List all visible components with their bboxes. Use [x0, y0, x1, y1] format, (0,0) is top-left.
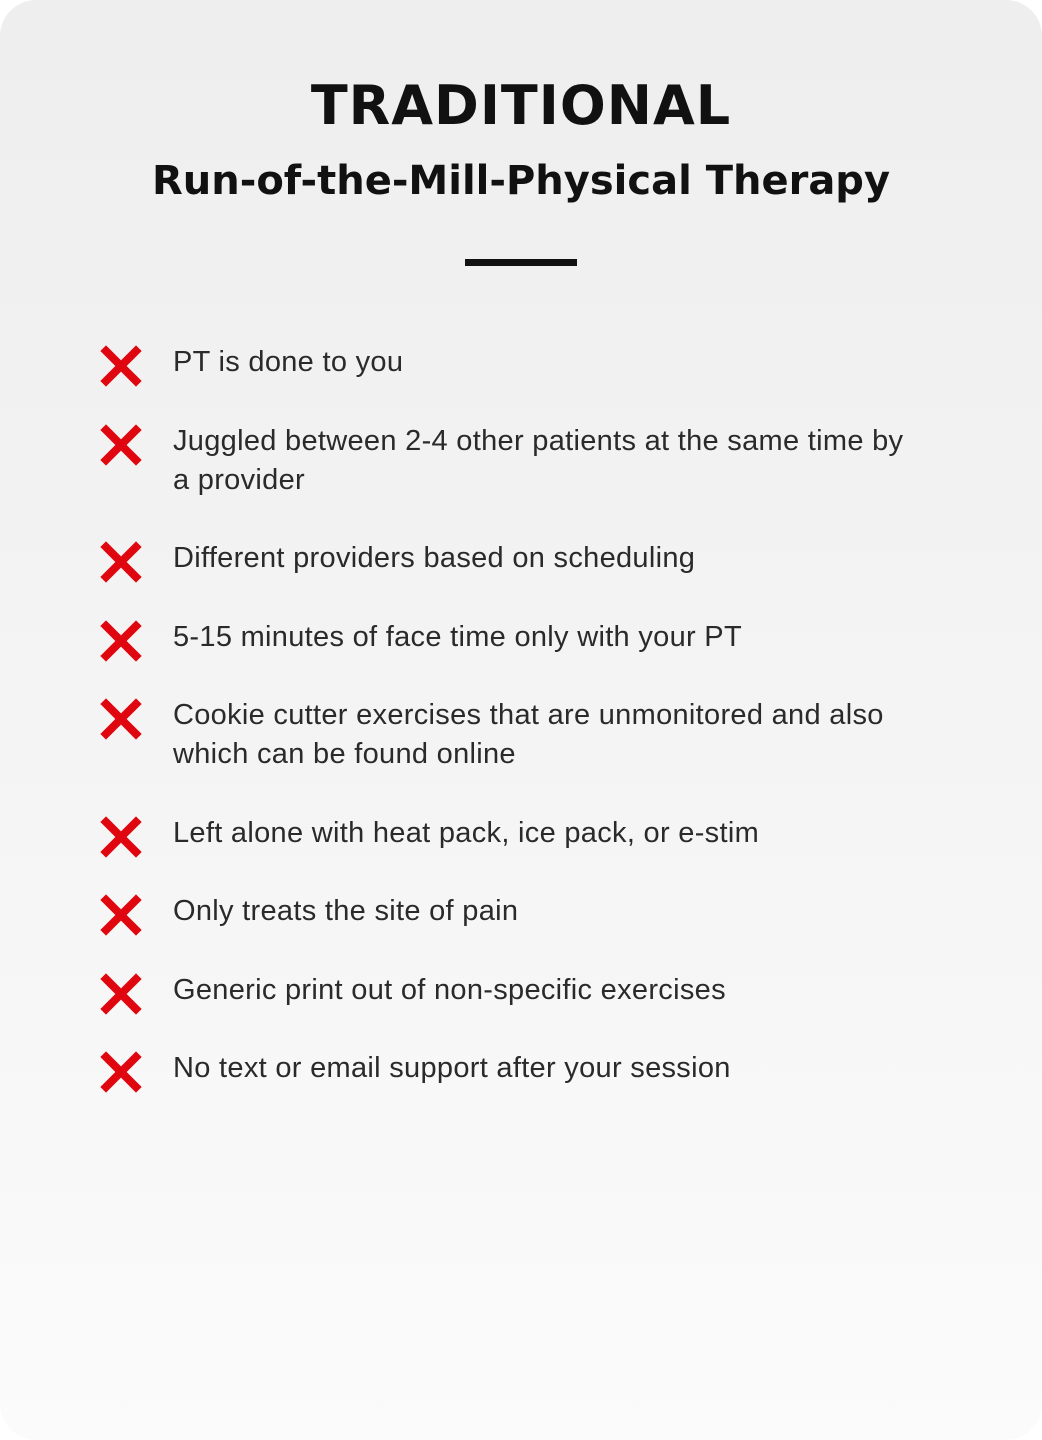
- x-icon: [100, 345, 142, 387]
- list-item-text: 5-15 minutes of face time only with your PT: [173, 621, 742, 653]
- list-item-text: Different providers based on scheduling: [173, 542, 696, 574]
- list-item-text: Left alone with heat pack, ice pack, or e-stim: [173, 817, 760, 849]
- list-item-text: Juggled between 2-4 other patients at the same time by a provider: [173, 425, 904, 496]
- x-icon: [100, 894, 142, 936]
- list-item-text: Only treats the site of pain: [173, 895, 519, 927]
- x-icon: [100, 816, 142, 858]
- list-item-text: No text or email support after your session: [173, 1052, 731, 1084]
- x-icon: [100, 973, 142, 1015]
- list-item-text: PT is done to you: [173, 346, 404, 378]
- x-icon: [100, 698, 142, 740]
- x-icon: [100, 424, 142, 466]
- x-icon: [100, 620, 142, 662]
- page-subtitle: Run-of-the-Mill-Physical Therapy: [151, 158, 891, 204]
- x-icon: [100, 1051, 142, 1093]
- title-divider: [465, 259, 577, 266]
- page-title: TRADITIONAL: [310, 74, 732, 137]
- x-icon: [100, 541, 142, 583]
- list-item-text: Cookie cutter exercises that are unmonitored and also which can be found online: [173, 699, 884, 770]
- list-item-text: Generic print out of non-specific exercises: [173, 974, 726, 1006]
